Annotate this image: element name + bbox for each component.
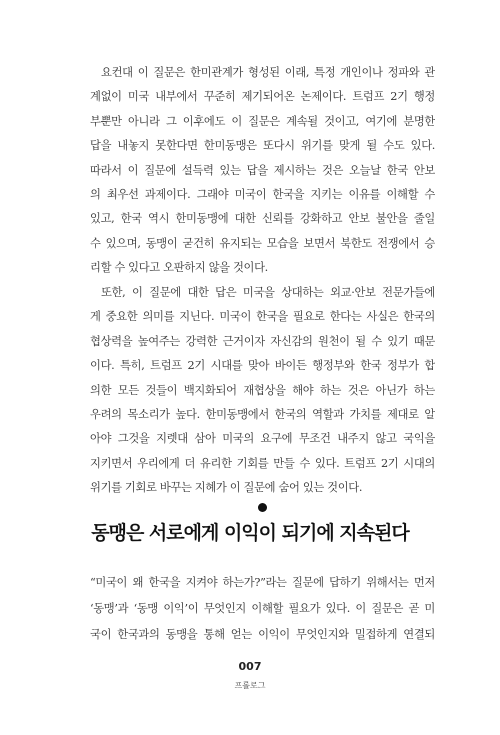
- body-text-line: 있고, 한국 역시 한미동맹에 대한 신뢰를 강화하고 안보 불안을 줄일: [90, 212, 435, 226]
- body-text-line: 협상력을 높여주는 강력한 근거이자 자신감의 원천이 될 수 있기 때문: [90, 334, 435, 348]
- body-text-line: 의 최우선 과제이다. 그래야 미국이 한국을 지키는 이유를 이해할 수: [90, 188, 435, 201]
- body-text-line: 우려의 목소리가 높다. 한미동맹에서 한국의 역할과 가치를 제대로 알: [90, 407, 435, 421]
- body-text-line: 위기를 기회로 바꾸는 지혜가 이 질문에 숨어 있는 것이다.: [90, 481, 363, 495]
- body-text-line: 수 있으며, 동맹이 굳건히 유지되는 모습을 보면서 북한도 전쟁에서 승: [90, 236, 435, 250]
- body-text-line: 이다. 특히, 트럼프 2기 시대를 맞아 바이든 행정부와 한국 정부가 합: [90, 359, 435, 373]
- body-text-line: 요컨대 이 질문은 한미관계가 형성된 이래, 특정 개인이나 정파와 관: [101, 65, 435, 79]
- body-text-line: “미국이 왜 한국을 지켜야 하는가?”라는 질문에 답하기 위해서는 먼저: [90, 576, 435, 589]
- body-text-line: 또한, 이 질문에 대한 답은 미국을 상대하는 외교·안보 전문가들에: [101, 285, 435, 299]
- body-text-line: 게 중요한 의미를 지닌다. 미국이 한국을 필요로 한다는 사실은 한국의: [90, 310, 435, 324]
- body-text-line: 리할 수 있다고 오판하지 않을 것이다.: [90, 261, 268, 275]
- body-text-line: 아야 그것을 지렛대 삼아 미국의 요구에 무조건 내주지 않고 국익을: [90, 432, 435, 446]
- body-text-line: 의한 모든 것들이 백지화되어 재협상을 해야 하는 것은 아닌가 하는: [90, 383, 435, 397]
- page-number: 007: [238, 660, 262, 673]
- body-text-line: 따라서 이 질문에 설득력 있는 답을 제시하는 것은 오늘날 한국 안보: [90, 163, 435, 177]
- body-text-line: 답을 내놓지 못한다면 한미동맹은 또다시 위기를 맞게 될 수도 있다.: [90, 139, 435, 153]
- section-bullet-icon: [258, 503, 267, 512]
- body-text-line: ‘동맹’과 ‘동맹 이익’이 무엇인지 이해할 필요가 있다. 이 질문은 곧 미: [90, 602, 435, 615]
- body-text-line: 지키면서 우리에게 더 유리한 기회를 만들 수 있다. 트럼프 2기 시대의: [90, 456, 435, 470]
- body-text-line: 부뿐만 아니라 그 이후에도 이 질문은 계속될 것이고, 여기에 분명한: [90, 114, 435, 128]
- body-text-line: 국이 한국과의 동맹을 통해 얻는 이익이 무엇인지와 밀접하게 연결되: [90, 628, 435, 641]
- body-text-line: 계없이 미국 내부에서 꾸준히 제기되어온 논제이다. 트럼프 2기 행정: [90, 90, 435, 104]
- section-heading: 동맹은 서로에게 이익이 되기에 지속된다: [91, 522, 409, 544]
- running-footer-title: 프롤로그: [234, 681, 266, 690]
